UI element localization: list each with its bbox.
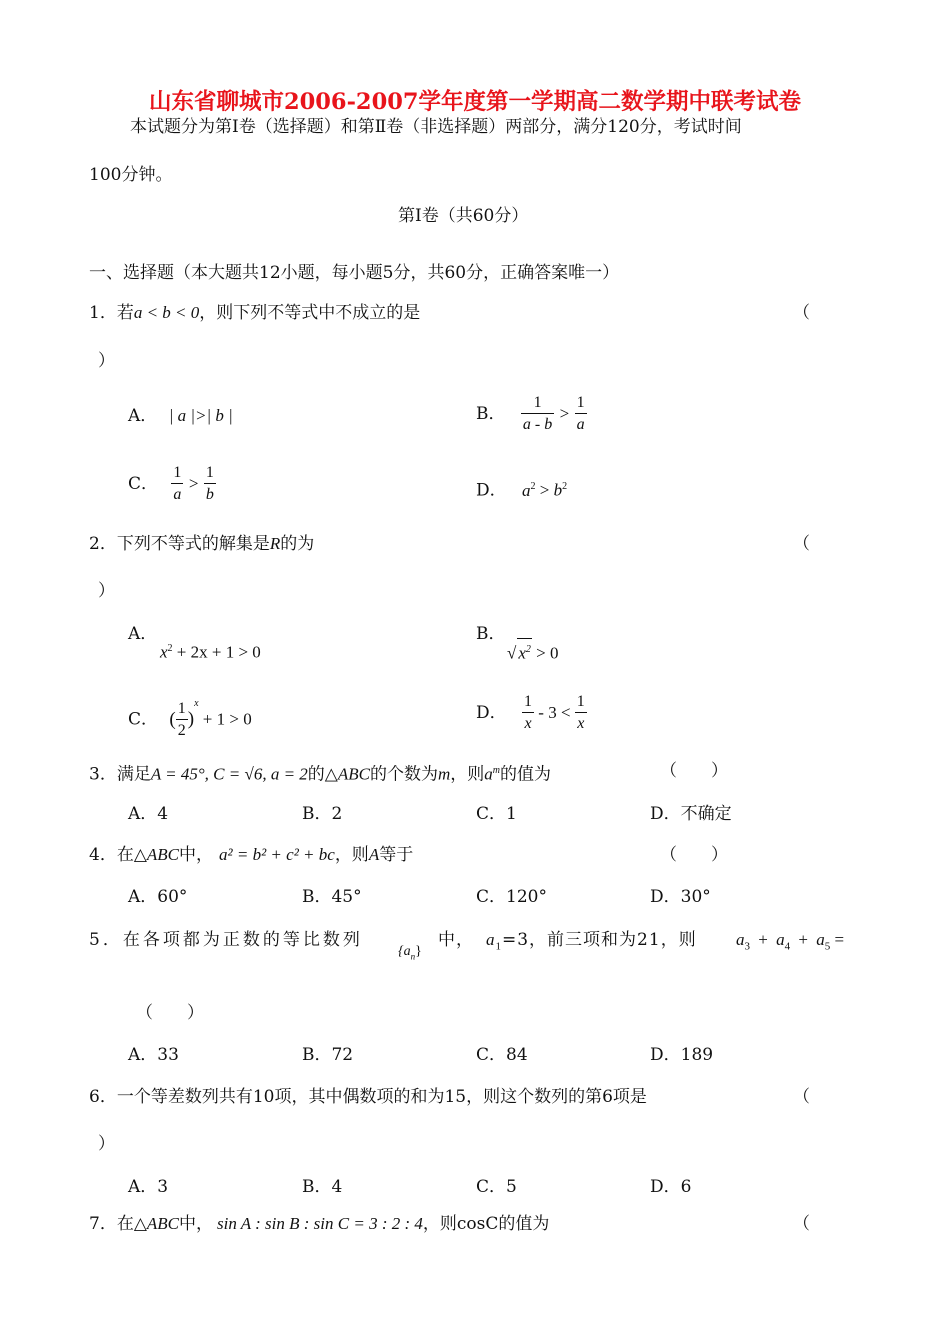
math-exponent: 2: [525, 644, 531, 655]
math-var: x: [518, 643, 526, 663]
option-3c: C．1: [476, 804, 517, 824]
option-6a: A．3: [128, 1177, 169, 1197]
math-var: ABC: [337, 764, 370, 784]
fraction-numerator: 1: [575, 693, 587, 713]
option-5a: A．33: [128, 1045, 179, 1065]
math-subscript: n: [410, 951, 416, 962]
option-1c: [128, 464, 216, 504]
math-operator: >: [188, 474, 199, 493]
section1-heading: 一、选择题（本大题共12小题，每小题5分，共60分，正确答案唯一）: [89, 263, 620, 283]
sequence-notation: [398, 939, 422, 967]
stem-text: 的值为: [500, 764, 551, 785]
math-var: a: [486, 930, 496, 949]
stem-text: 下列不等式的解集是: [116, 534, 270, 554]
exam-title: 山东省聊城市2006-2007学年度第一学期高二数学期中联考试卷: [148, 89, 802, 115]
stem-text: ，则下列不等式中不成立的是: [199, 303, 421, 323]
answer-paren-close: ）: [98, 351, 115, 371]
math-exponent: 2: [530, 481, 536, 492]
question-6-stem: [89, 1086, 647, 1108]
answer-paren-open: （: [793, 1087, 810, 1107]
math-var: {a: [398, 944, 411, 959]
part1-heading: 第Ⅰ卷（共60分）: [398, 206, 529, 226]
option-4a: A．60°: [128, 887, 188, 907]
math-condition: A = 45°, C = √6, a = 2: [150, 764, 308, 784]
fraction: [176, 700, 188, 740]
question-number: 7．: [89, 1214, 117, 1234]
answer-parens: （ ）: [660, 761, 728, 781]
math-operator: +: [794, 930, 813, 949]
math-exponent: x: [194, 698, 199, 709]
stem-text: ，则: [334, 845, 369, 865]
math-expression: + 1 > 0: [198, 709, 252, 729]
math-operator: >: [559, 404, 570, 423]
math-subscript: 5: [824, 940, 831, 953]
stem-text: 中，: [438, 930, 474, 950]
question-number: 5．: [89, 930, 123, 950]
option-5b: B．72: [302, 1045, 354, 1065]
fraction-numerator: 1: [522, 693, 534, 713]
question-5-sum: [736, 929, 844, 957]
math-var: R: [269, 534, 281, 553]
stem-text: 若: [116, 303, 134, 323]
fraction-denominator: x: [577, 715, 585, 732]
option-3a: A．4: [128, 804, 169, 824]
fraction: [521, 394, 554, 434]
sqrt-body: [517, 638, 532, 665]
fraction-numerator: 1: [171, 464, 183, 484]
stem-text: ，则cosC的值为: [422, 1214, 550, 1234]
option-2b-label: B．: [476, 624, 506, 644]
option-3b: B．2: [302, 804, 343, 824]
math-var: A: [368, 845, 380, 864]
option-5c: C．84: [476, 1045, 528, 1065]
math-operator: =: [830, 930, 845, 949]
question-number: 2．: [89, 534, 117, 554]
option-4c: C．120°: [476, 887, 547, 907]
math-operator: +: [754, 930, 773, 949]
math-condition: a < b < 0: [133, 303, 200, 322]
fraction: [171, 464, 183, 504]
math-paren: (: [169, 708, 176, 730]
math-var: a: [736, 930, 745, 949]
math-exponent: 2: [167, 643, 173, 654]
option-6b: B．4: [302, 1177, 343, 1197]
stem-text: 等于: [379, 845, 414, 865]
fraction-denominator: 2: [177, 721, 186, 739]
fraction-numerator: 1: [176, 700, 188, 720]
option-3d: D．不确定: [650, 804, 732, 824]
option-1b: [476, 394, 587, 434]
stem-text: ，则: [450, 764, 485, 785]
option-2b: [507, 638, 558, 665]
sqrt-icon: √: [507, 643, 517, 663]
fraction-numerator: 1: [204, 464, 216, 484]
math-var: b: [553, 480, 563, 500]
option-label: D．: [476, 480, 507, 501]
question-number: 6．: [89, 1087, 117, 1107]
math-subscript: 1: [495, 940, 502, 953]
fraction: [522, 693, 534, 733]
fraction: [204, 464, 216, 504]
math-brace: }: [415, 944, 422, 959]
option-4d: D．30°: [650, 887, 711, 907]
stem-text: 的个数为: [369, 764, 438, 785]
stem-text: =3，前三项和为21，则: [502, 930, 697, 950]
intro-line-1: 本试题分为第Ⅰ卷（选择题）和第Ⅱ卷（非选择题）两部分，满分120分，考试时间: [130, 117, 742, 137]
stem-text: 在各项都为正数的等比数列: [122, 930, 363, 950]
question-number: 1．: [89, 303, 117, 323]
fraction: [575, 394, 587, 434]
option-label: B．: [476, 404, 506, 424]
answer-paren-open: （: [793, 534, 810, 554]
answer-paren-open: （: [793, 1214, 810, 1234]
question-1-stem: [89, 302, 420, 324]
stem-text: 中，: [179, 1214, 214, 1234]
stem-text: 中，: [179, 845, 214, 865]
stem-text: 的为: [280, 534, 315, 554]
question-3-stem: [89, 760, 551, 786]
question-number: 3．: [89, 764, 117, 785]
math-exponent: 2: [562, 481, 568, 492]
math-subscript: 3: [744, 940, 750, 953]
option-label: C．: [128, 709, 159, 730]
option-4b: B．45°: [302, 887, 362, 907]
intro-line-2: 100分钟。: [89, 165, 173, 185]
option-label: C．: [128, 474, 159, 494]
question-7-stem: [89, 1213, 549, 1235]
math-expression: - 3 <: [534, 703, 575, 722]
stem-text: 在△: [116, 1214, 147, 1234]
math-operator: >: [535, 480, 554, 500]
option-6c: C．5: [476, 1177, 517, 1197]
option-2a-label: A．: [128, 624, 158, 644]
option-label: A．: [128, 406, 158, 426]
answer-parens: （ ）: [136, 1003, 204, 1023]
option-2c: [128, 693, 252, 740]
fraction-numerator: 1: [575, 394, 587, 414]
math-var: a: [816, 930, 825, 949]
math-paren: ): [187, 708, 195, 730]
math-expression: > 0: [531, 643, 559, 663]
option-5d: D．189: [650, 1045, 714, 1065]
option-expression: | a |>| b |: [168, 406, 233, 425]
stem-text: 满足: [116, 764, 151, 785]
fraction-numerator: 1: [521, 394, 554, 414]
math-subscript: 4: [784, 940, 791, 953]
math-condition: a² = b² + c² + bc: [219, 845, 335, 864]
fraction-denominator: b: [205, 486, 214, 503]
stem-text: 的△: [307, 764, 338, 785]
math-var: a: [484, 764, 493, 784]
stem-text: 在△: [116, 845, 147, 865]
math-expression: + 2x + 1 > 0: [172, 642, 261, 662]
answer-paren-close: ）: [98, 581, 115, 601]
stem-text: 一个等差数列共有10项，其中偶数项的和为15，则这个数列的第6项是: [116, 1087, 647, 1107]
question-4-stem: [89, 844, 413, 866]
option-1a: [128, 405, 233, 427]
fraction-denominator: a: [576, 416, 585, 433]
option-2d: [476, 693, 587, 733]
fraction-denominator: a: [173, 486, 182, 503]
fraction-denominator: x: [524, 715, 532, 732]
math-exponent: m: [492, 765, 500, 776]
option-label: D．: [476, 703, 507, 723]
question-2-stem: [89, 533, 314, 555]
math-condition: sin A : sin B : sin C = 3 : 2 : 4: [217, 1214, 423, 1233]
question-5-stem: [89, 929, 363, 951]
math-var: x: [160, 642, 168, 662]
option-6d: D．6: [650, 1177, 692, 1197]
math-var: a: [776, 930, 785, 949]
math-var: a: [522, 480, 531, 500]
answer-paren-close: ）: [98, 1134, 115, 1154]
answer-parens: （ ）: [660, 845, 728, 865]
math-var: m: [437, 764, 451, 784]
math-var: ABC: [146, 1214, 180, 1233]
answer-paren-open: （: [793, 303, 810, 323]
question-5-stem-cont: [438, 929, 697, 957]
question-number: 4．: [89, 845, 117, 865]
option-2a: [160, 638, 261, 664]
fraction-denominator: a - b: [522, 416, 553, 433]
option-1d: [476, 476, 567, 502]
fraction: [575, 693, 587, 733]
math-var: ABC: [146, 845, 180, 864]
